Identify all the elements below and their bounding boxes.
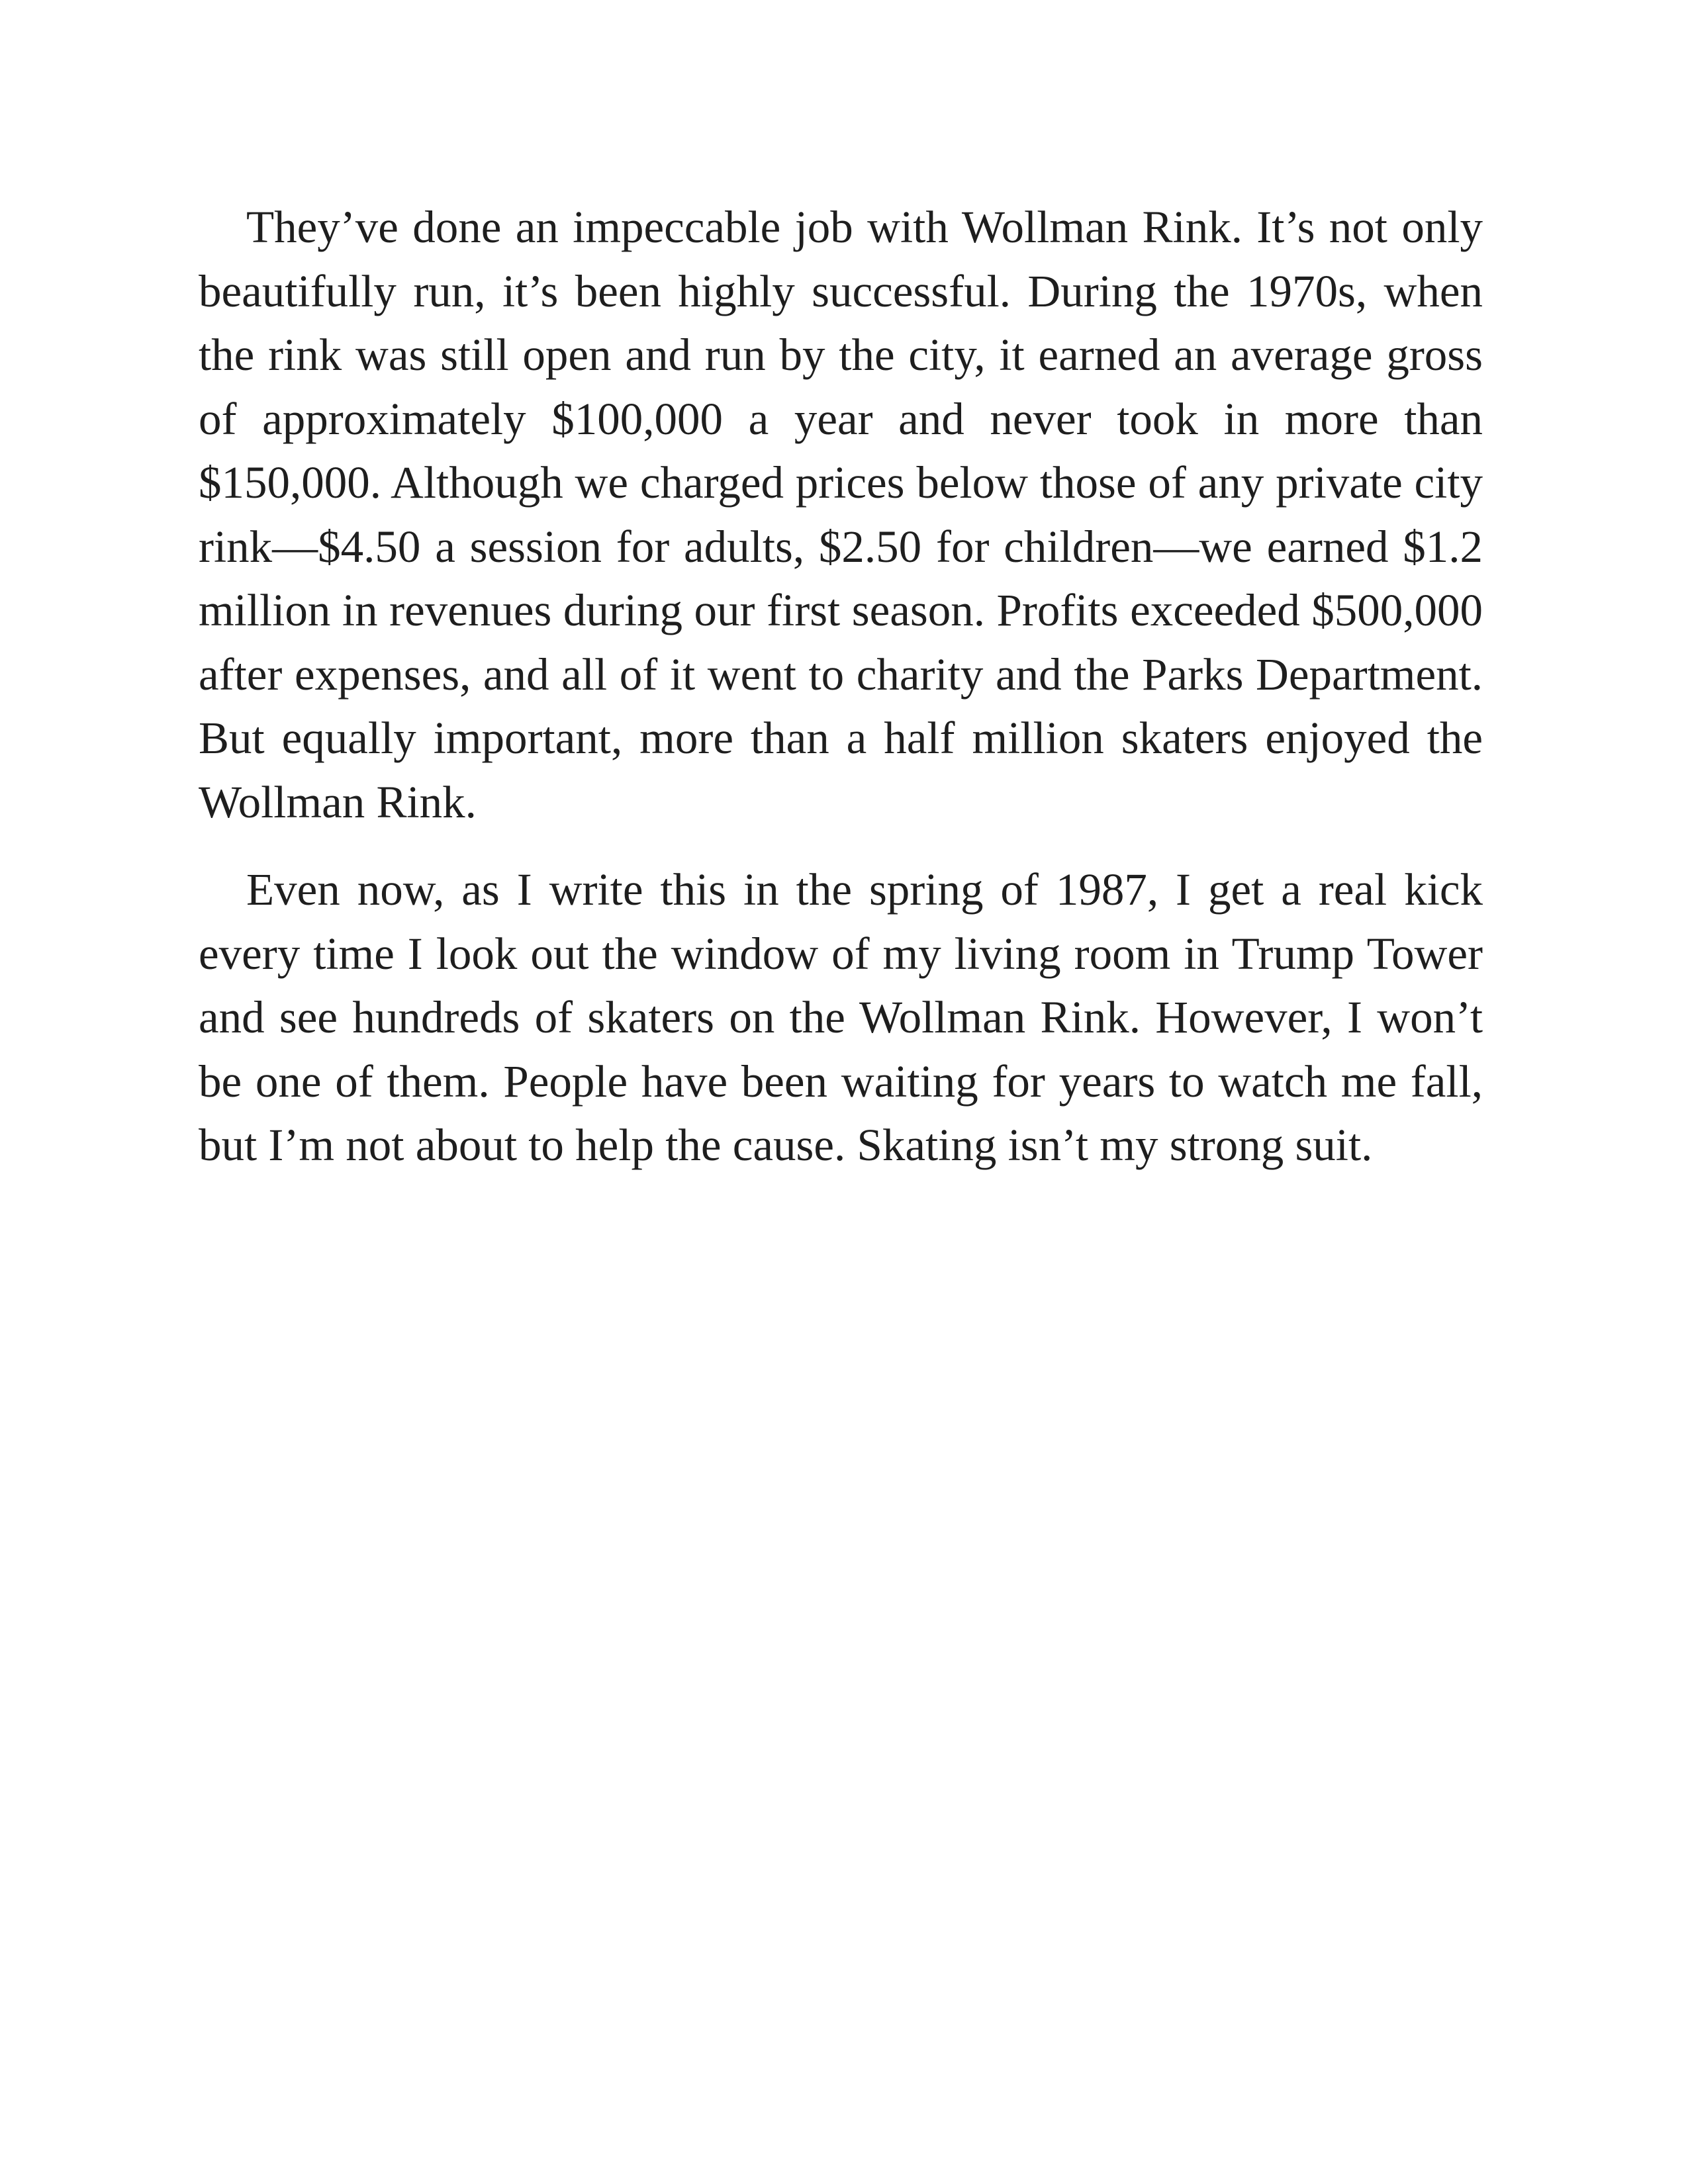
- body-text: [199, 195, 1483, 1177]
- paragraph-wollman-rink-success: They’ve done an impeccable job with Wollman Rink. It’s not only beautifully run, it’s been highly successful. During the 1970s, when the rink was still open and run by the city, it earned an average gross of approximately $100,000 a year and never took in more than $150,000. Although we charged prices below those of any private city rink—$4.50 a session for adults, $2.50 for children—we earned $1.2 million in revenues during our first season. Profits exceeded $500,000 after expenses, and all of it went to charity and the Parks Department. But equally important, more than a half million skaters enjoyed the Wollman Rink.: [199, 202, 1483, 827]
- paragraph-skating-1987: Even now, as I write this in the spring of 1987, I get a real kick every time I look out the window of my living room in Trump Tower and see hundreds of skaters on the Wollman Rink. However, I won’t be one of them. People have been waiting for years to watch me fall, but I’m not about to help the cause. Skating isn’t my strong suit.: [199, 864, 1483, 1170]
